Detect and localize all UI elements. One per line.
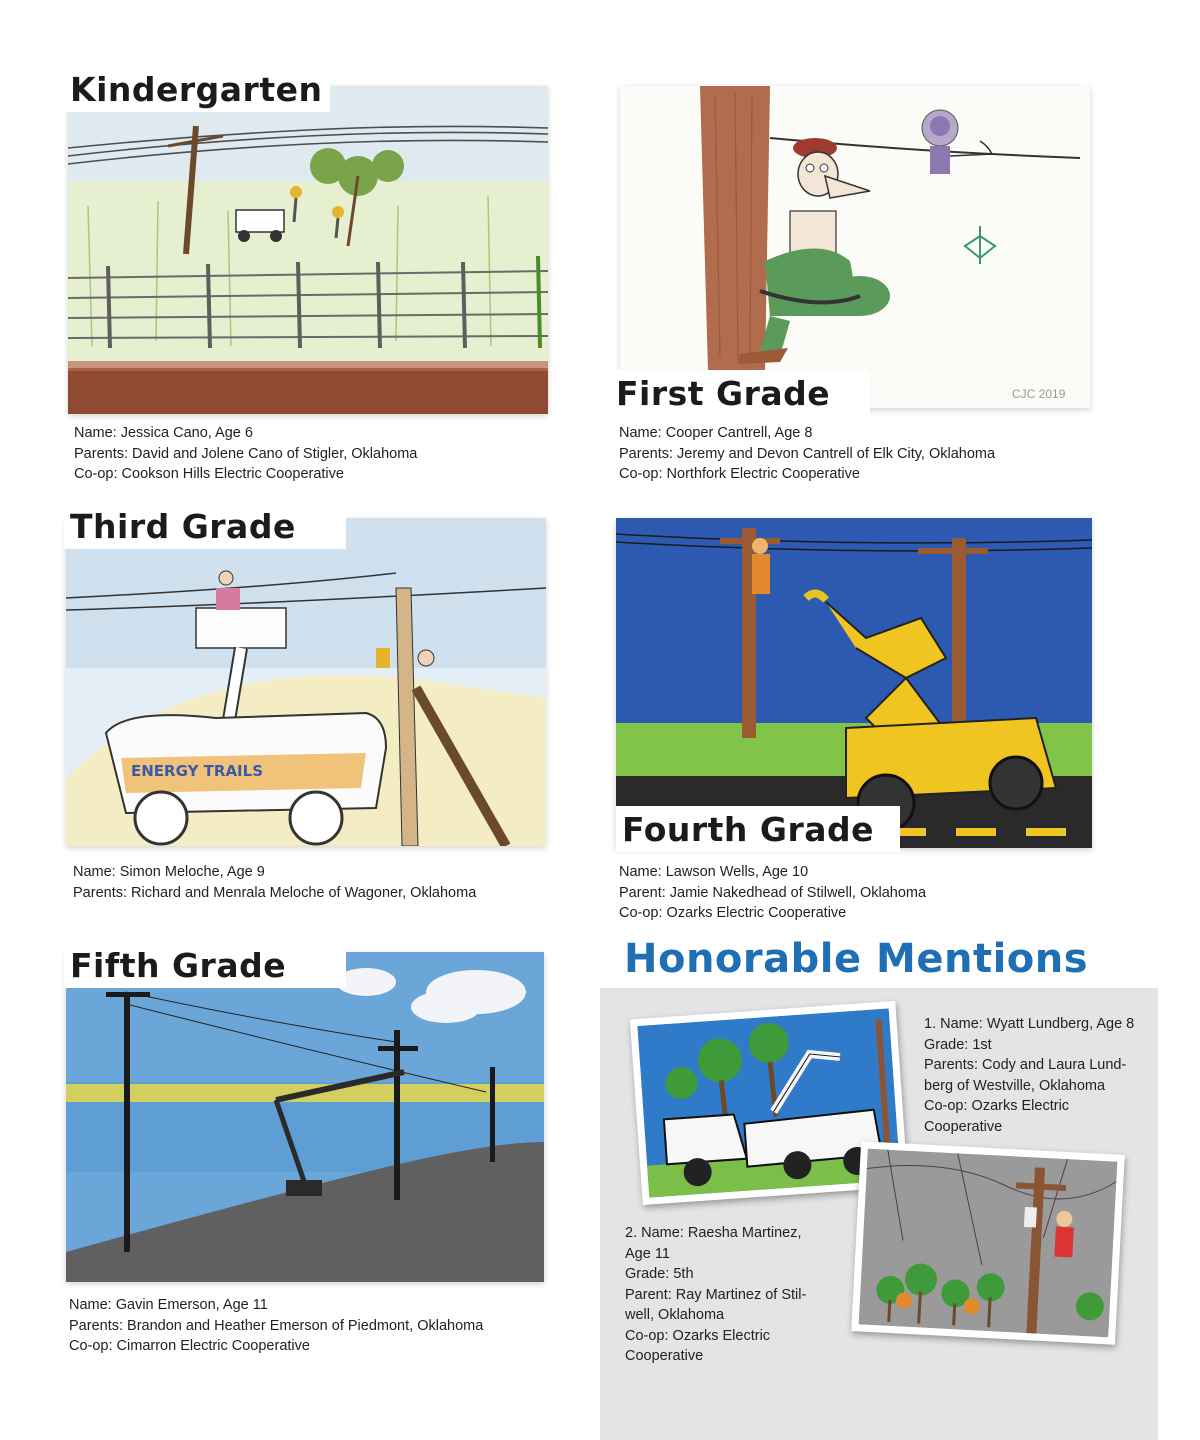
honorable-mention-2-line: Parent: Ray Martinez of Stil-	[625, 1286, 807, 1303]
fourth-grade-parents: Parent: Jamie Nakedhead of Stilwell, Oklahoma	[619, 884, 927, 901]
first-grade-name: Name: Cooper Cantrell, Age 8	[619, 425, 813, 441]
first-grade-drawing	[620, 86, 1090, 408]
fifth-grade-title: Fifth Grade	[64, 942, 346, 988]
first-grade-caption	[619, 423, 995, 485]
honorable-mentions-title: Honorable Mentions	[624, 936, 1089, 982]
third-grade-parents: Parents: Richard and Menrala Meloche of Wagoner, Oklahoma	[73, 884, 477, 901]
fourth-grade-title: Fourth Grade	[616, 806, 900, 852]
honorable-mention-1-caption	[924, 1014, 1134, 1137]
honorable-mention-1-line: Co-op: Ozarks Electric	[924, 1098, 1070, 1114]
kindergarten-parents: Parents: David and Jolene Cano of Stigler, Oklahoma	[74, 445, 418, 462]
fourth-grade-name: Name: Lawson Wells, Age 10	[619, 864, 809, 880]
honorable-mention-2-line: Co-op: Ozarks Electric	[625, 1327, 771, 1344]
honorable-mention-2-line: Cooperative	[625, 1348, 704, 1364]
fifth-grade-parents: Parents: Brandon and Heather Emerson of Piedmont, Oklahoma	[69, 1317, 484, 1334]
first-grade-coop: Co-op: Northfork Electric Cooperative	[619, 466, 860, 482]
honorable-mention-1-line: Parents: Cody and Laura Lund-	[924, 1057, 1127, 1073]
kindergarten-caption	[74, 423, 417, 485]
third-grade-caption	[73, 862, 476, 903]
honorable-mention-1-line: Cooperative	[924, 1118, 1003, 1135]
honorable-mention-2-line: Age 11	[625, 1245, 670, 1262]
honorable-mention-2-drawing	[851, 1141, 1125, 1345]
kindergarten-drawing	[68, 86, 548, 414]
fifth-grade-caption	[69, 1295, 483, 1357]
fifth-grade-name: Name: Gavin Emerson, Age 11	[69, 1297, 268, 1313]
honorable-mention-1-line: Grade: 1st	[924, 1036, 992, 1053]
first-grade-signature: CJC 2019	[1012, 387, 1066, 401]
honorable-mention-2-caption	[625, 1223, 806, 1367]
fifth-grade-coop: Co-op: Cimarron Electric Cooperative	[69, 1338, 310, 1354]
third-grade-title: Third Grade	[64, 503, 346, 549]
third-grade-truck-text: ENERGY TRAILS	[131, 762, 263, 780]
honorable-mention-2-line: well, Oklahoma	[625, 1307, 725, 1323]
honorable-mention-1-line: berg of Westville, Oklahoma	[924, 1077, 1106, 1094]
fourth-grade-drawing	[616, 518, 1092, 848]
kindergarten-coop: Co-op: Cookson Hills Electric Cooperative	[74, 466, 344, 482]
honorable-mention-2-line: 2. Name: Raesha Martinez,	[625, 1225, 802, 1241]
fifth-grade-drawing	[66, 952, 544, 1282]
honorable-mention-1-line: 1. Name: Wyatt Lundberg, Age 8	[924, 1016, 1135, 1032]
third-grade-name: Name: Simon Meloche, Age 9	[73, 864, 265, 880]
kindergarten-title: Kindergarten	[64, 66, 330, 112]
honorable-mention-2-line: Grade: 5th	[625, 1266, 694, 1282]
first-grade-parents: Parents: Jeremy and Devon Cantrell of Elk City, Oklahoma	[619, 445, 996, 462]
fourth-grade-caption	[619, 862, 926, 924]
fourth-grade-coop: Co-op: Ozarks Electric Cooperative	[619, 905, 847, 921]
kindergarten-name: Name: Jessica Cano, Age 6	[74, 425, 253, 441]
first-grade-title: First Grade	[610, 370, 870, 416]
third-grade-drawing	[66, 518, 546, 846]
